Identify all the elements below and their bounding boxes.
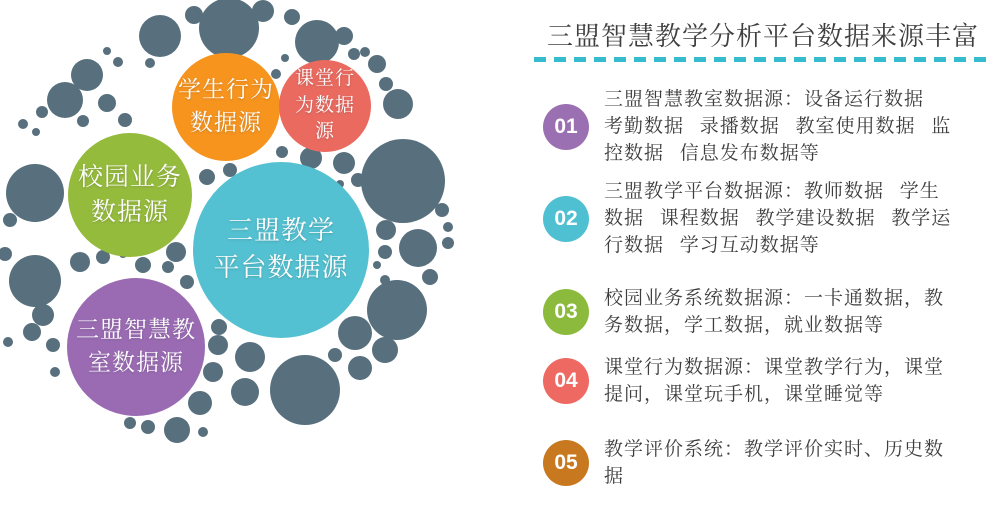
decorative-bubble bbox=[46, 338, 60, 352]
decorative-bubble bbox=[3, 337, 13, 347]
decorative-bubble bbox=[32, 128, 40, 136]
decorative-bubble bbox=[328, 348, 342, 362]
decorative-bubble bbox=[443, 222, 453, 232]
bubble-campus-business bbox=[68, 133, 192, 257]
decorative-bubble bbox=[211, 319, 227, 335]
decorative-bubble bbox=[118, 113, 132, 127]
decorative-bubble bbox=[235, 342, 265, 372]
decorative-bubble bbox=[188, 391, 212, 415]
decorative-bubble bbox=[145, 58, 155, 68]
decorative-bubble bbox=[276, 146, 288, 158]
legend-item-04 bbox=[543, 354, 959, 408]
bubble-label-line: 平台数据源 bbox=[213, 253, 349, 282]
decorative-bubble bbox=[141, 420, 155, 434]
bubble-label-line: 三盟教学 bbox=[226, 216, 335, 246]
bubble-student-behavior bbox=[172, 53, 280, 161]
bubble-sanmeng-smart-classroom bbox=[67, 278, 205, 416]
decorative-bubble bbox=[9, 255, 61, 307]
decorative-bubble bbox=[252, 0, 274, 22]
bubble-label-line: 三盟智慧教 bbox=[76, 317, 196, 343]
decorative-bubble bbox=[77, 115, 89, 127]
decorative-bubble bbox=[295, 20, 339, 64]
bubble-label-line: 数据源 bbox=[190, 110, 262, 135]
decorative-bubble bbox=[36, 106, 48, 118]
item-text: 三盟教学平台数据源：教师数据 学生数据 课程数据 教学建设数据 教学运行数据 学习互动数据等 bbox=[604, 181, 952, 256]
decorative-bubble bbox=[32, 304, 54, 326]
decorative-bubble bbox=[378, 245, 392, 259]
decorative-bubble bbox=[124, 417, 136, 429]
decorative-bubble bbox=[435, 203, 449, 217]
decorative-bubble bbox=[50, 367, 60, 377]
decorative-bubble bbox=[383, 89, 413, 119]
legend-item-01 bbox=[543, 86, 959, 167]
page-title: 三盟智慧教学分析平台数据来源丰富 bbox=[546, 22, 979, 51]
item-text: 教学评价系统：教学评价实时、历史数据 bbox=[604, 439, 945, 487]
bubble-classroom-behavior bbox=[279, 60, 371, 152]
decorative-bubble bbox=[166, 242, 186, 262]
decorative-bubble bbox=[348, 356, 372, 380]
decorative-bubble bbox=[3, 213, 17, 227]
item-number-badge: 02 bbox=[543, 196, 589, 242]
decorative-bubble bbox=[284, 9, 300, 25]
decorative-bubble bbox=[361, 139, 445, 223]
decorative-bubble bbox=[348, 48, 360, 60]
decorative-bubble bbox=[164, 417, 190, 443]
item-text: 课堂行为数据源：课堂教学行为，课堂提问，课堂玩手机，课堂睡觉等 bbox=[604, 357, 945, 405]
decorative-bubble bbox=[139, 15, 181, 57]
decorative-bubble bbox=[0, 247, 12, 261]
decorative-bubble bbox=[373, 261, 381, 269]
item-number-badge: 04 bbox=[543, 358, 589, 404]
decorative-bubble bbox=[180, 275, 194, 289]
item-text: 校园业务系统数据源：一卡通数据，教务数据，学工数据，就业数据等 bbox=[604, 288, 945, 336]
divider bbox=[534, 57, 992, 62]
decorative-bubble bbox=[103, 47, 111, 55]
bubble-label-line: 学生行为 bbox=[178, 77, 274, 103]
legend-item-03 bbox=[543, 285, 959, 339]
decorative-bubble bbox=[338, 316, 372, 350]
decorative-bubble bbox=[199, 169, 215, 185]
legend-item-02 bbox=[543, 178, 959, 259]
decorative-bubble bbox=[47, 82, 83, 118]
decorative-bubble bbox=[135, 257, 151, 273]
bubble-label-line: 校园业务 bbox=[77, 163, 182, 191]
legend-item-05 bbox=[543, 436, 959, 490]
item-number-badge: 05 bbox=[543, 440, 589, 486]
decorative-bubble bbox=[372, 337, 398, 363]
decorative-bubble bbox=[113, 57, 123, 67]
bubble-label-line: 源 bbox=[314, 121, 335, 143]
decorative-bubble bbox=[98, 94, 116, 112]
decorative-bubble bbox=[379, 77, 393, 91]
decorative-bubble bbox=[203, 362, 223, 382]
decorative-bubble bbox=[281, 54, 289, 62]
decorative-bubble bbox=[231, 378, 259, 406]
decorative-bubble bbox=[376, 220, 396, 240]
item-number-badge: 03 bbox=[543, 289, 589, 335]
decorative-bubble bbox=[162, 261, 174, 273]
decorative-bubble bbox=[18, 119, 28, 129]
decorative-bubble bbox=[270, 355, 340, 425]
decorative-bubble bbox=[199, 0, 259, 58]
decorative-bubble bbox=[6, 164, 64, 222]
decorative-bubble bbox=[351, 173, 365, 187]
bubble-label-line: 数据源 bbox=[90, 199, 169, 226]
decorative-bubble bbox=[70, 252, 90, 272]
decorative-bubble bbox=[208, 335, 228, 355]
legend-panel bbox=[532, 0, 994, 530]
decorative-bubble bbox=[442, 237, 454, 249]
decorative-bubble bbox=[367, 280, 427, 340]
decorative-bubble bbox=[368, 55, 386, 73]
decorative-bubble bbox=[399, 229, 437, 267]
bubble-label-line: 为数据 bbox=[294, 94, 355, 116]
decorative-bubble bbox=[333, 152, 355, 174]
decorative-bubble bbox=[335, 27, 353, 45]
decorative-bubble bbox=[198, 427, 208, 437]
bubble-sanmeng-teaching-platform bbox=[193, 162, 369, 338]
bubble-label-line: 室数据源 bbox=[88, 350, 184, 375]
decorative-bubble bbox=[23, 323, 41, 341]
decorative-bubble bbox=[422, 269, 438, 285]
decorative-bubble bbox=[380, 275, 390, 285]
decorative-bubble bbox=[360, 47, 370, 57]
item-text: 三盟智慧教室数据源：设备运行数据 考勤数据 录播数据 教室使用数据 监控数据 信息发布数据等 bbox=[604, 89, 952, 164]
bubble-label-line: 课堂行 bbox=[294, 67, 355, 89]
item-number-badge: 01 bbox=[543, 104, 589, 150]
